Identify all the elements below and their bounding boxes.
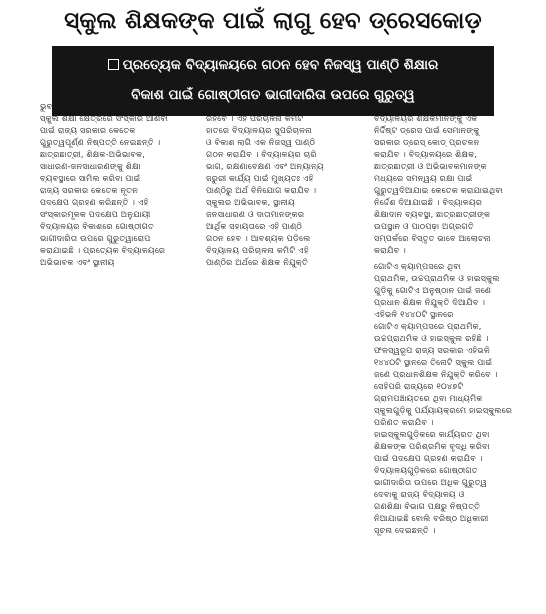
article-line: ଜନସାଧାରଣ ଓ ଦାତାମାନଙ୍କର	[206, 209, 305, 219]
article-line: ଜରୁରୀ କାର୍ଯ୍ୟ ପାଇଁ ମୁଖ୍ୟତଃ ଏହି	[206, 173, 314, 183]
article-line: କରାଯିବ । ବିଦ୍ୟାଳୟରେ ଶିକ୍ଷକ,	[374, 149, 478, 159]
article-line: ଗୋଟିଏ କ୍ୟାମ୍ପସରେ ଥିବା	[374, 261, 461, 271]
article-line: ଉପସ୍ଥାନ ଓ ପାଠପଢ଼ା ଅଗ୍ରଗତି	[374, 221, 474, 231]
article-line: ସ୍କୁଲର ଅଭିଭାବକ, ସ୍ଥାନୀୟ	[206, 197, 295, 207]
deck-line-1-text: ପ୍ରତ୍ୟେକ ବିଦ୍ୟାଳୟରେ ଗଠନ ହେବ ନିଜସ୍ୱ ପାଣ୍ଠି ଶିକ୍ଷାର	[122, 57, 439, 73]
article-line: ସରକାର ଡ୍ରେସ୍ କୋଡ୍ ପ୍ରଚଳନ	[374, 137, 480, 147]
article-line: ପରିଣତ କରାଯିବ ।	[374, 417, 434, 427]
article-line: ଏହିଭଳି ୧୪୪୦ଟି ସ୍ଥାନରେ	[374, 309, 454, 319]
article-line: ବିଦ୍ୟାଳୟଗୁଡ଼ିକରେ ଗୋଷ୍ଠୀଗତ	[374, 465, 478, 475]
article-line: ଶିକ୍ଷକଙ୍କ ପରିଶ୍ରମିକ ବୃଦ୍ଧି କରିବା	[374, 441, 490, 451]
article-line: ଉଚ୍ଚପ୍ରାଥମିକ ଓ ହାଇସ୍କୁଲ ରହିଛି ।	[374, 333, 489, 343]
article-line: ପ୍ରଧାନ ଶିକ୍ଷକ ନିଯୁକ୍ତି ଦିଆଯିବ ।	[374, 297, 486, 307]
article-line: ରହିବେ । ଏହି ପରିଚାଳନା କମିଟି	[206, 113, 304, 123]
article-line: ୧୪୪୦ଟି ସ୍ଥାନରେ ତିନୋଟି ସ୍କୁଲ ପାଇଁ	[374, 357, 493, 367]
article-line: ଗଠନ ହେବ । ଆବଶ୍ୟକ ପଡ଼ିଲେ	[206, 233, 311, 243]
article-line: ସେହିପରି ରାଜ୍ୟରେ ୧୦୪୭ଟି	[374, 381, 464, 391]
article-line: ପ୍ରାଥମିକ, ଉଚ୍ଚପ୍ରାଥମିକ ଓ ହାଇସ୍କୁଲ	[374, 273, 500, 283]
article-line: ପାଣ୍ଠିରୁ ଅର୍ଥ ବିନିଯୋଗ କରାଯିବ ।	[206, 185, 317, 195]
article-line: ପାଇଁ ପଦକ୍ଷେପ ଗ୍ରହଣ କରାଯିବ ।	[374, 453, 483, 463]
article-line: ଗଠନ କରାଯିବ । ବିଦ୍ୟାଳୟର ଚାରି	[206, 149, 317, 159]
article-line: ପାଇଁ ରାଜ୍ୟ ସରକାର କେତେକ	[40, 125, 136, 135]
article-line: ଆର୍ଥିକ ସହାୟତାରେ ଏହି ପାଣ୍ଠି	[206, 221, 303, 231]
article-line: ସ୍କୁଲଗୁଡ଼ିକୁ ପର୍ଯ୍ୟାୟକ୍ରମେ ହାଇସ୍କୁଲରେ	[374, 405, 513, 415]
article-line: ଛାତ୍ରଛାତ୍ରୀ, ଶିକ୍ଷକ-ଅଭିଭାବକ,	[40, 149, 146, 159]
article-line: ଭାଗ, ରକ୍ଷଣାବେକ୍ଷଣ ଏବଂ ଅନ୍ୟାନ୍ୟ	[206, 161, 324, 171]
article-line: ନିଆଯାଇଛି ବୋଲି ବରିଷ୍ଠ ଅଧିକାରୀ	[374, 513, 489, 523]
headline: ସ୍କୁଲ ଶିକ୍ଷକଙ୍କ ପାଇଁ ଲାଗୁ ହେବ ଡ୍ରେସକୋଡ଼	[64, 8, 482, 34]
article-line: ଛାତ୍ରଛାତ୍ରୀ ଓ ଅଭିଭାବକମାନଙ୍କ	[374, 161, 487, 171]
article-line: ସୂଚନା ଦେଇଛନ୍ତି ।	[374, 525, 436, 535]
article-line: ସ୍କୁଲ ଶିକ୍ଷା କ୍ଷେତ୍ରରେ ସଂସ୍କାର ଆଣିବା	[40, 113, 169, 123]
article-line: ଗଣଶିକ୍ଷା ବିଭାଗ ପକ୍ଷରୁ ନିଷ୍ପତ୍ତି	[374, 501, 481, 511]
article-line: ବ୍ୟବସ୍ଥାରେ ସାମିଲ କରିବା ପାଇଁ	[40, 173, 141, 183]
article-line: ଓ ବିକାଶ ଲାଗି ଏକ ନିଜସ୍ୱ ପାଣ୍ଠି	[206, 137, 316, 147]
deck-line-2-text: ବିକାଶ ପାଇଁ ଗୋଷ୍ଠୀଗତ ଭାଗୀଦାରିତା ଉପରେ ଗୁରୁତ୍ୱ	[131, 87, 415, 103]
square-bullet-icon	[108, 59, 119, 70]
article-line: ବିଦ୍ୟାଳୟ ପରିଚାଳନା କମିଟି ଏହି	[206, 245, 309, 255]
article-line: ପାଣ୍ଠିର ଅର୍ଥରେ ଶିକ୍ଷକ ନିଯୁକ୍ତି	[206, 257, 309, 267]
article-column-1	[40, 100, 208, 268]
article-line: ସମ୍ପର୍କରେ ବିସ୍ତୃତ ଭାବେ ଆଲୋଚନା	[374, 233, 491, 243]
article-line: ହାତରେ ବିଦ୍ୟାଳୟର ସୁପରିଚାଳନା	[206, 125, 312, 135]
article-line: ଗ୍ରାମପଞ୍ଚାୟତରେ ଥିବା ମାଧ୍ୟମିକ	[374, 393, 483, 403]
article-line: ଗୁଡ଼ିକୁ ଗୋଟିଏ ଅନୁଷ୍ଠାନ ପାଇଁ ଜଣେ	[374, 285, 492, 295]
article-line: ଭାଗୀଦାରିତା ଉପରେ ଗୁରୁତ୍ୱାରୋପ	[40, 233, 151, 243]
article-line: ହାଇସ୍କୁଲଗୁଡ଼ିକରେ କାର୍ଯ୍ୟରତ ଥିବା	[374, 429, 490, 439]
article-line: ନିର୍ଦ୍ଦିଷ୍ଟ ଡ୍ରେସ ପାଇଁ ସେମାନଙ୍କୁ	[374, 125, 480, 135]
article-line: ଜଣେ ପ୍ରଧାନଶିକ୍ଷକ ନିଯୁକ୍ତି କରିବେ ।	[374, 369, 498, 379]
deck-line-1	[60, 50, 486, 80]
article-column-2	[206, 100, 374, 268]
article-line: ଭୁବନେଶ୍ୱର, ତା ୧୯ (ବ୍ୟୁ.ପ୍ର.)-	[40, 101, 148, 111]
article-line: ବିଦ୍ୟାଳୟର ଶିକ୍ଷକମାନଙ୍କୁ ଏକ	[374, 113, 478, 123]
article-line: କରାଯିବ ।	[374, 245, 406, 255]
article-line: ଗୋଟିଏ କ୍ୟାମ୍ପସରେ ପ୍ରାଥମିକ,	[374, 321, 482, 331]
article-line: ରାଜ୍ୟ ସରକାର କେତେକ ନୂତନ	[40, 185, 139, 195]
article-line: ମଧ୍ୟରେ ସମନ୍ୱୟ ରକ୍ଷା ପାଇଁ	[374, 173, 473, 183]
article-line: ନିର୍ଦ୍ଦେଶ ଦିଆଯାଇଛି । ବିଦ୍ୟାଳୟର	[374, 197, 483, 207]
article-line: ଶିକ୍ଷାଦାନ ବ୍ୟବସ୍ଥା, ଛାତ୍ରଛାତ୍ରୀଙ୍କ	[374, 209, 491, 219]
article-column-3	[374, 100, 530, 536]
article-line: କରାଯାଇଛି । ପ୍ରତ୍ୟେକ ବିଦ୍ୟାଳୟରେ	[40, 245, 166, 255]
article-line: ପଦକ୍ଷେପ ଗ୍ରହଣ କରିଛନ୍ତି । ଏହି	[40, 197, 149, 207]
article-line: ଦେବାକୁ ରାଜ୍ୟ ବିଦ୍ୟାଳୟ ଓ	[374, 489, 465, 499]
article-line: ଗୁରୁତ୍ୱପୂର୍ଣ୍ଣ ନିଷ୍ପତ୍ତି ନେଇଛନ୍ତି ।	[40, 137, 161, 147]
article-line: କରିପାରିବେ ।	[374, 101, 418, 111]
article-line: ସାଧାରଣ-ଜନସାଧାରଣଙ୍କୁ ଶିକ୍ଷା	[40, 161, 141, 171]
article-line: ଜନସାଧାରଣ ପରିଚାଳନା କମିଟିରେ	[206, 101, 312, 111]
article-line: ଫଳସ୍ୱରୂପ ରାଜ୍ୟ ସରକାର ଏହିଭଳି	[374, 345, 490, 355]
article-line: ସଂସ୍କାରମୂଳକ ପଦକ୍ଷେପ ଅନୁଯାୟୀ	[40, 209, 151, 219]
article-line: ଗୁରୁତ୍ୱଦିଆଯାଇ କେତେକ କରାଯାଇଥିବା	[374, 185, 503, 195]
article-line: ବିଦ୍ୟାଳୟର ବିକାଶରେ ଗୋଷ୍ଠୀଗତ	[40, 221, 155, 231]
article-line: ଭାଗୀଦାରିତା ଉପରେ ଅଧିକ ଗୁରୁତ୍ୱ	[374, 477, 487, 487]
article-line: ଅଭିଭାବକ ଏବଂ ସ୍ଥାନୀୟ	[40, 257, 115, 267]
